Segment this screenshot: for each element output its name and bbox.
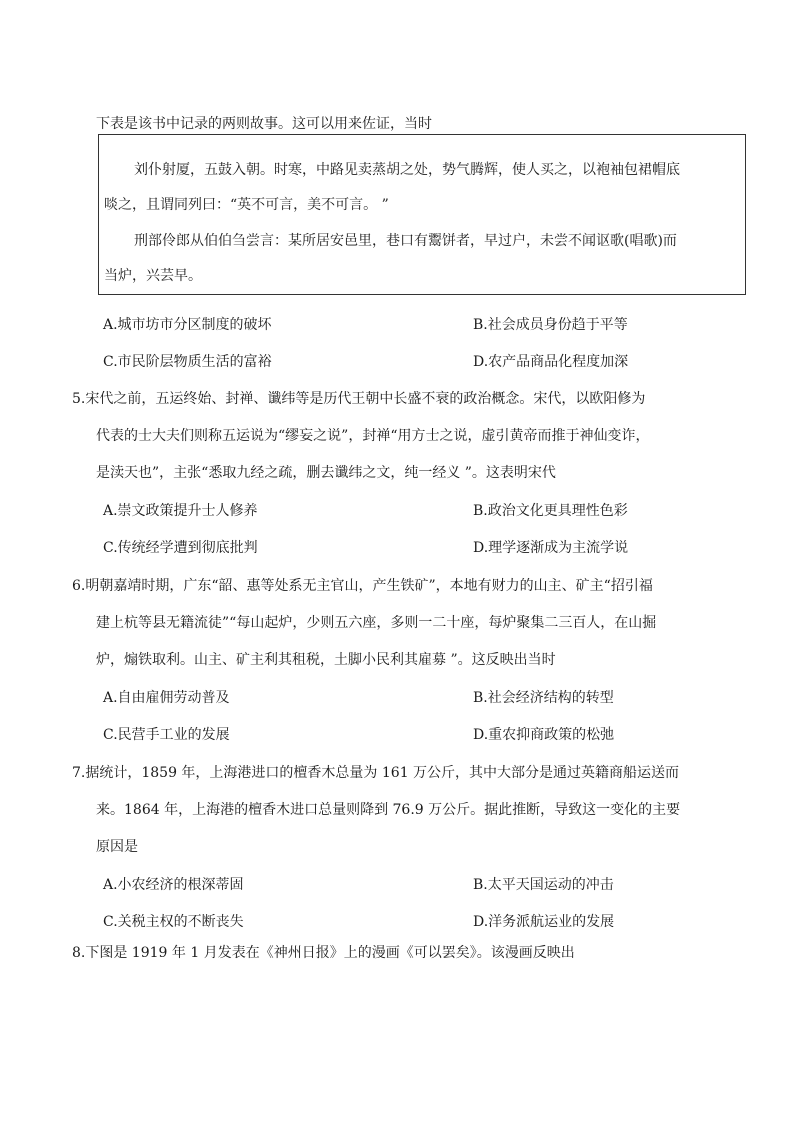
q7-line1: 7.据统计，1859 年，上海港进口的檀香木总量为 161 万公斤，其中大部分是通过英籍商船运送而 bbox=[72, 765, 680, 781]
q7-option-c[interactable]: C.关税主权的不断丧失 bbox=[103, 914, 244, 930]
q5-line2: 代表的士大夫们则称五运说为“缪妄之说”，封禅“用方士之说，虚引黄帝而推于神仙变诈， bbox=[96, 428, 650, 444]
q7-option-a[interactable]: A.小农经济的根深蒂固 bbox=[103, 877, 244, 893]
q8-line1: 8.下图是 1919 年 1 月发表在《神州日报》上的漫画《可以罢矣》。该漫画反映出 bbox=[72, 945, 575, 961]
q7-line2: 来。1864 年，上海港的檀香木进口总量则降到 76.9 万公斤。据此推断，导致这一变化的主要 bbox=[96, 802, 681, 818]
q4-option-b[interactable]: B.社会成员身份趋于平等 bbox=[473, 317, 628, 333]
q4-option-a[interactable]: A.城市坊市分区制度的破坏 bbox=[103, 317, 272, 333]
q5-option-a[interactable]: A.崇文政策提升士人修养 bbox=[103, 503, 258, 519]
q4-intro: 下表是该书中记录的两则故事。这可以用来佐证，当时 bbox=[96, 116, 432, 132]
q6-option-b[interactable]: B.社会经济结构的转型 bbox=[473, 690, 614, 706]
q4-story1-line1: 刘仆射厦，五鼓入朝。时寒，中路见卖蒸胡之处，势气腾辉，使人买之，以袍袖包裙帽底 bbox=[134, 162, 680, 178]
q5-line1: 5.宋代之前，五运终始、封禅、谶纬等是历代王朝中长盛不衰的政治概念。宋代，以欧阳修为 bbox=[72, 391, 646, 407]
q6-option-d[interactable]: D.重农抑商政策的松弛 bbox=[473, 727, 615, 743]
q6-option-a[interactable]: A.自由雇佣劳动普及 bbox=[103, 690, 230, 706]
q4-story2-line2: 当炉，兴芸早。 bbox=[104, 268, 202, 284]
q7-option-b[interactable]: B.太平天国运动的冲击 bbox=[473, 877, 614, 893]
q5-option-d[interactable]: D.理学逐渐成为主流学说 bbox=[473, 540, 629, 556]
q4-option-c[interactable]: C.市民阶层物质生活的富裕 bbox=[103, 354, 272, 370]
q6-line3: 炉，煽铁取利。山主、矿主利其租税，土脚小民利其雇募 ”。这反映出当时 bbox=[96, 652, 556, 668]
q5-option-b[interactable]: B.政治文化更具理性色彩 bbox=[473, 503, 628, 519]
q7-line3: 原因是 bbox=[96, 839, 138, 855]
q4-option-d[interactable]: D.农产品商品化程度加深 bbox=[473, 354, 629, 370]
q5-option-c[interactable]: C.传统经学遭到彻底批判 bbox=[103, 540, 258, 556]
q6-line2: 建上杭等县无籍流徒”“每山起炉，少则五六座，多则一二十座，每炉聚集二三百人，在山掘 bbox=[96, 615, 657, 631]
q6-line1: 6.明朝嘉靖时期，广东“韶、惠等处系无主官山，产生铁矿”，本地有财力的山主、矿主“招引福 bbox=[72, 578, 653, 594]
q4-story2-line1: 刑部伶郎从伯伯刍尝言：某所居安邑里，巷口有鬻饼者，早过户，未尝不闻讴歌(唱歌)而 bbox=[134, 233, 677, 249]
q5-line3: 是渎天也”，主张“悉取九经之疏，删去谶纬之文，纯一经义 ”。这表明宋代 bbox=[96, 465, 556, 481]
q4-story1-line2: 啖之，且谓同列曰：“英不可言，美不可言。 ” bbox=[104, 197, 389, 213]
q7-option-d[interactable]: D.洋务派航运业的发展 bbox=[473, 914, 615, 930]
q6-option-c[interactable]: C.民营手工业的发展 bbox=[103, 727, 230, 743]
